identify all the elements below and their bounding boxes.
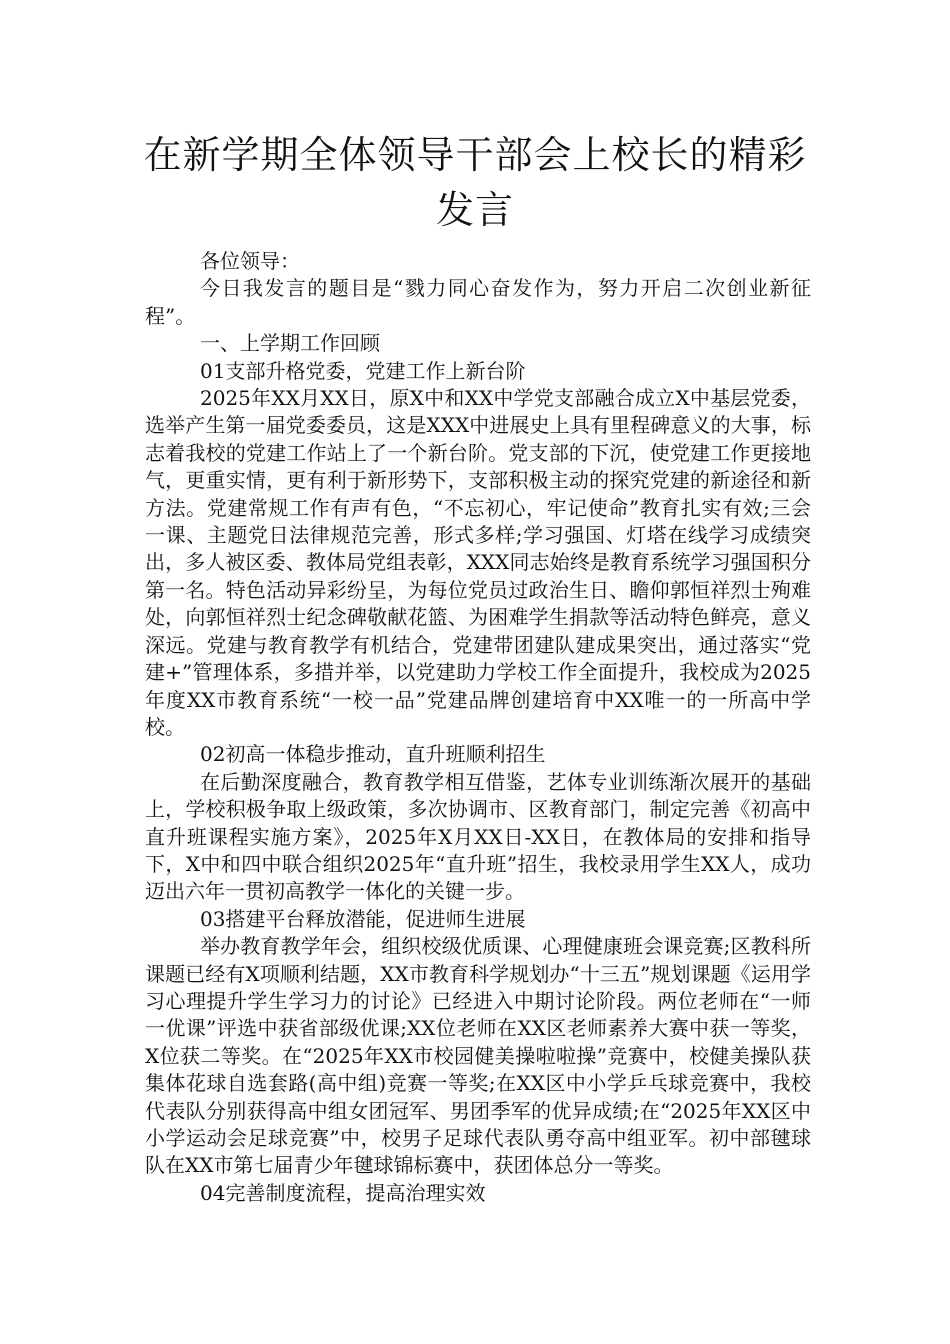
paragraph-02: 在后勤深度融合，教育教学相互借鉴，艺体专业训练渐次展开的基础上，学校积极争取上级政策，多次协调市、区教育部门，制定完善《初高中直升班课程实施方案》，2025年X月XX日-XX日，在教体局的安排和指导下，X中和四中联合组织2025年“直升班”招生，我校录用学生XX人，成功迈出六年一贯初高教学一体化的关键一步。	[145, 769, 811, 904]
intro-paragraph: 今日我发言的题目是“戮力同心奋发作为，努力开启二次创业新征程”。	[145, 276, 811, 328]
document-title: 在新学期全体领导干部会上校长的精彩发言	[143, 133, 807, 232]
subheading-02: 02初高一体稳步推动，直升班顺利招生	[200, 742, 546, 767]
paragraph-01: 2025年XX月XX日，原X中和XX中学党支部融合成立X中基层党委，选举产生第一届党委委员，这是XXX中进展史上具有里程碑意义的大事，标志着我校的党建工作站上了一个新台阶。党支部的下沉，使党建工作更接地气，更重实情，更有利于新形势下，支部积极主动的探究党建的新途径和新方法。党建常规工作有声有色，“不忘初心，牢记使命”教育扎实有效;三会一课、主题党日法律规范完善，形式多样;学习强国、灯塔在线学习成绩突出，多人被区委、教体局党组表彰，XXX同志始终是教育系统学习强国积分第一名。特色活动异彩纷呈，为每位党员过政治生日、瞻仰郭恒祥烈士殉难处，向郭恒祥烈士纪念碑敬献花篮、为困难学生捐款等活动特色鲜亮，意义深远。党建与教育教学有机结合，党建带团建队建成果突出，通过落实“党建+”管理体系，多措并举，以党建助力学校工作全面提升，我校成为2025年度XX市教育系统“一校一品”党建品牌创建培育中XX唯一的一所高中学校。	[145, 386, 811, 739]
document-body	[145, 248, 811, 1207]
section-heading-review: 一、上学期工作回顾	[200, 331, 380, 356]
subheading-01: 01支部升格党委，党建工作上新台阶	[200, 358, 526, 383]
subheading-03: 03搭建平台释放潜能，促进师生进展	[200, 906, 526, 931]
paragraph-03: 举办教育教学年会，组织校级优质课、心理健康班会课竞赛;区教科所课题已经有X项顺利结题，XX市教育科学规划办“十三五”规划课题《运用学习心理提升学生学习力的讨论》已经进入中期讨论阶段。两位老师在“一师一优课”评选中获省部级优课;XX位老师在XX区老师素养大赛中获一等奖，X位获二等奖。在“2025年XX市校园健美操啦啦操”竞赛中，校健美操队获集体花球自选套路(高中组)竞赛一等奖;在XX区中小学乒乓球竞赛中，我校代表队分别获得高中组女团冠军、男团季军的优异成绩;在“2025年XX区中小学运动会足球竞赛”中，校男子足球代表队勇夺高中组亚军。初中部毽球队在XX市第七届青少年毽球锦标赛中，获团体总分一等奖。	[145, 934, 811, 1178]
subheading-04: 04完善制度流程，提高治理实效	[200, 1180, 486, 1205]
greeting: 各位领导：	[200, 249, 300, 273]
